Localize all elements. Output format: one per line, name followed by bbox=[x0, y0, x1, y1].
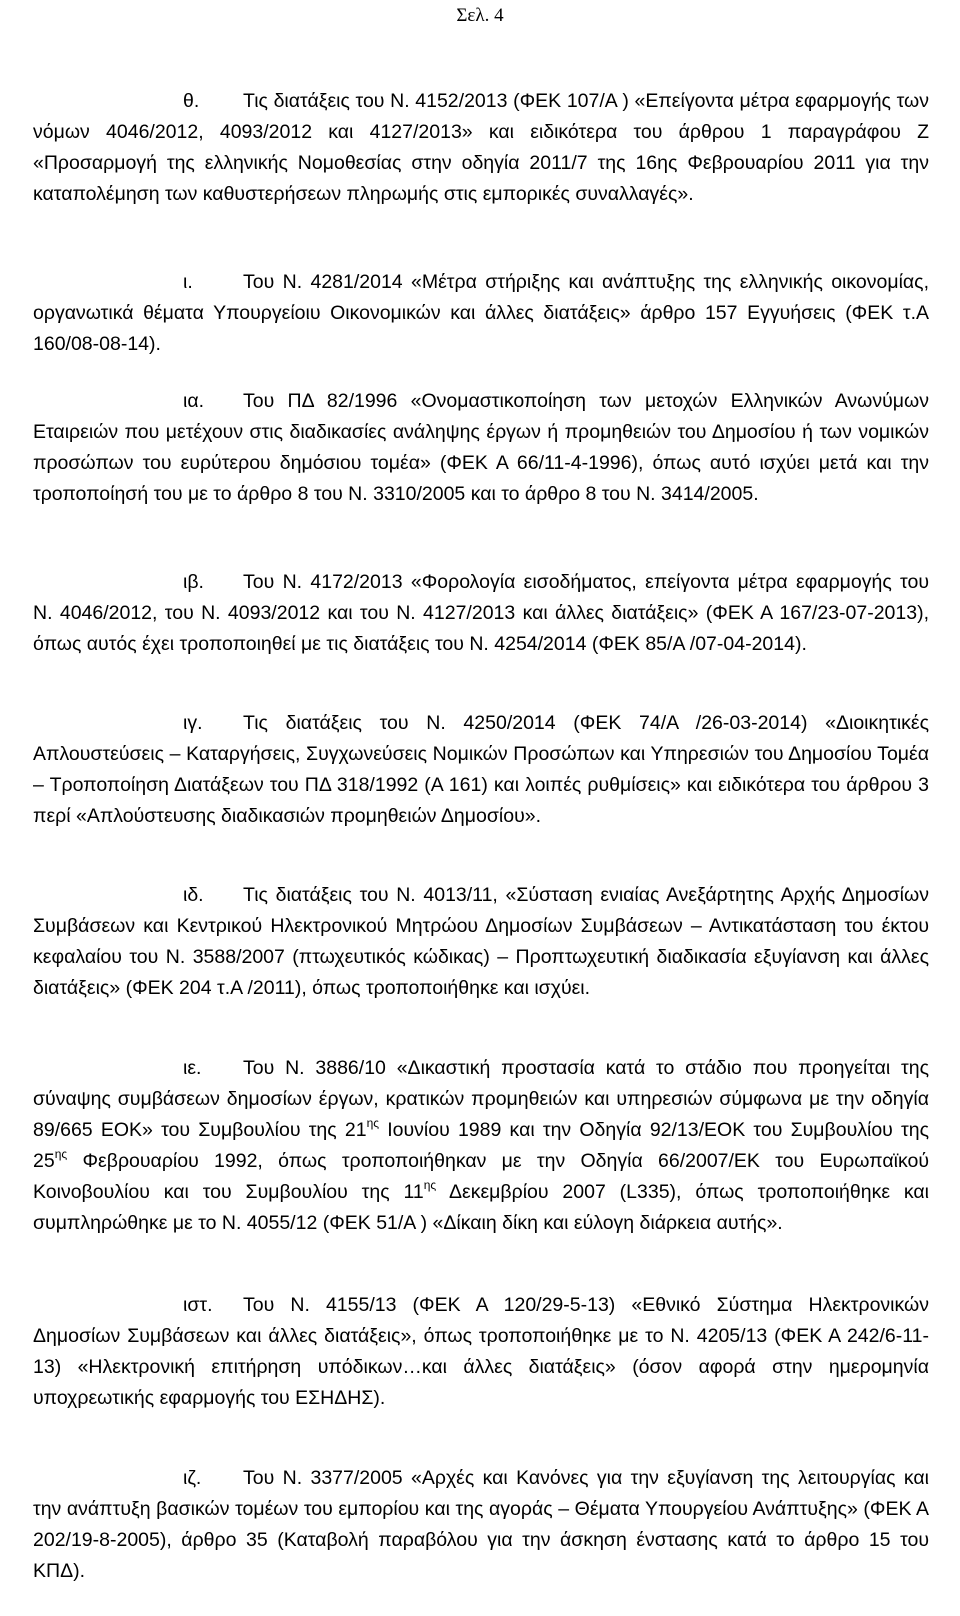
page-number: Σελ. 4 bbox=[456, 5, 504, 26]
clause-iota-stigma bbox=[33, 1290, 929, 1414]
clause-text: Ιουνίου 1989 και την Οδηγία 92/13/ΕΟΚ του Συμβουλίου της 25 bbox=[33, 1119, 929, 1173]
clause-text: Του Ν. 4281/2014 «Μέτρα στήριξης και ανάπτυξης της ελληνικής οικονομίας, οργανωτικά θέματα Υπουργείοιυ Οικονομικών και άλλες διατάξεις» άρθρο 157 Εγγυήσεις (ΦΕΚ τ.Α 160/08-08-14). bbox=[33, 271, 929, 356]
clause-text: Του ΠΔ 82/1996 «Ονομαστικοποίηση των μετοχών Ελληνικών Ανωνύμων Εταιρειών που μετέχουν στις διαδικασίες ανάληψης έργων ή προμηθειών του Δημοσίου ή των νομικών προσώπων του ευρύτερου δημόσιου τομέα» (ΦΕΚ Α 66/11-4-1996), όπως αυτό ισχύει μετά και την τροποποίησή του με το άρθρο 8 του Ν. 3310/2005 και το άρθρο 8 του Ν. 3414/2005. bbox=[33, 390, 929, 506]
clause-number: θ. bbox=[183, 90, 200, 112]
clause-iota-gamma bbox=[33, 708, 929, 832]
clause-number: ιζ. bbox=[183, 1467, 202, 1489]
clause-text: Δεκεμβρίου 2007 (L335), όπως τροποποιήθηκε και συμπληρώθηκε με το Ν. 4055/12 (ΦΕΚ 51/Α ) «Δίκαιη δίκη και εύλογη διάρκεια αυτής». bbox=[33, 1181, 929, 1235]
clause-number: ι. bbox=[183, 271, 193, 293]
clause-number: ιγ. bbox=[183, 712, 203, 734]
clause-text: Του Ν. 4155/13 (ΦΕΚ Α 120/29-5-13) «Εθνικό Σύστημα Ηλεκτρονικών Δημοσίων Συμβάσεων και άλλες διατάξεις», όπως τροποποιήθηκε με το Ν. 4205/13 (ΦΕΚ Α 242/6-11-13) «Ηλεκτρονική επιτήρηση υπόδικων…και άλλες διατάξεις» (όσον αφορά στην ημερομηνία υποχρεωτικής εφαρμογής του ΕΣΗΔΗΣ). bbox=[33, 1294, 929, 1410]
clause-text: Τις διατάξεις του Ν. 4152/2013 (ΦΕΚ 107/Α ) «Επείγοντα μέτρα εφαρμογής των νόμων 4046/2012, 4093/2012 και 4127/2013» και ειδικότερα του άρθρου 1 παραγράφου Ζ «Προσαρμογή της ελληνικής Νομοθεσίας στην οδηγία 2011/7 της 16ης Φεβρουαρίου 2011 για την καταπολέμηση των καθυστερήσεων πληρωμής στις εμπορικές συναλλαγές». bbox=[33, 90, 929, 206]
clause-number: ιε. bbox=[183, 1057, 202, 1079]
clause-iota-zeta bbox=[33, 1463, 929, 1587]
clause-iota bbox=[33, 267, 929, 360]
clause-number: ιβ. bbox=[183, 571, 204, 593]
clause-number: ιδ. bbox=[183, 884, 204, 906]
clause-iota-beta bbox=[33, 567, 929, 660]
clause-text: Του Ν. 3377/2005 «Αρχές και Κανόνες για την εξυγίανση της λειτουργίας και την ανάπτυξη βασικών τομέων του εμπορίου και της αγοράς – Θέματα Υπουργείου Ανάπτυξης» (ΦΕΚ Α 202/19-8-2005), άρθρο 35 (Καταβολή παραβόλου για την άσκηση ένστασης κατά το άρθρο 15 του ΚΠΔ). bbox=[33, 1467, 929, 1583]
clause-text: Τις διατάξεις του Ν. 4250/2014 (ΦΕΚ 74/Α /26-03-2014) «Διοικητικές Απλουστεύσεις – Καταργήσεις, Συγχωνεύσεις Νομικών Προσώπων και Υπηρεσιών του Δημοσίου Τομέα – Τροποποίηση Διατάξεων του ΠΔ 318/1992 (Α 161) και λοιπές ρυθμίσεις» και ειδικότερα του άρθρου 3 περί «Απλούστευσης διαδικασιών προμηθειών Δημοσίου». bbox=[33, 712, 929, 828]
clause-number: ια. bbox=[183, 390, 205, 412]
clause-iota-alpha bbox=[33, 386, 929, 510]
clause-theta bbox=[33, 86, 929, 210]
ordinal-suffix: ης bbox=[423, 1178, 437, 1193]
ordinal-suffix: ης bbox=[54, 1147, 68, 1162]
clause-number: ιστ. bbox=[183, 1294, 213, 1316]
clause-iota-epsilon bbox=[33, 1053, 929, 1240]
ordinal-suffix: ης bbox=[366, 1116, 380, 1131]
clause-text: Του Ν. 3886/10 «Δικαστική προστασία κατά το στάδιο που προηγείται της σύναψης συμβάσεων δημοσίων έργων, κρατικών προμηθειών και υπηρεσιών σύμφωνα με την οδηγία 89/665 ΕΟΚ» του Συμβουλίου της 21 bbox=[33, 1057, 929, 1142]
clause-text: Φεβρουαρίου 1992, όπως τροποποιήθηκαν με την Οδηγία 66/2007/ΕΚ του Ευρωπαϊκού Κοινοβουλίου και του Συμβουλίου της 11 bbox=[33, 1150, 929, 1204]
clause-text: Του Ν. 4172/2013 «Φορολογία εισοδήματος, επείγοντα μέτρα εφαρμογής του Ν. 4046/2012, του Ν. 4093/2012 και του Ν. 4127/2013 και άλλες διατάξεις» (ΦΕΚ Α 167/23-07-2013), όπως αυτός έχει τροποποιηθεί με τις διατάξεις του Ν. 4254/2014 (ΦΕΚ 85/Α /07-04-2014). bbox=[33, 571, 929, 656]
clause-iota-delta bbox=[33, 880, 929, 1004]
clause-text: Τις διατάξεις του Ν. 4013/11, «Σύσταση ενιαίας Ανεξάρτητης Αρχής Δημοσίων Συμβάσεων και Κεντρικού Ηλεκτρονικού Μητρώου Δημοσίων Συμβάσεων – Αντικατάσταση του έκτου κεφαλαίου του Ν. 3588/2007 (πτωχευτικός κώδικας) – Προπτωχευτική διαδικασία εξυγίανση και άλλες διατάξεις» (ΦΕΚ 204 τ.Α /2011), όπως τροποποιήθηκε και ισχύει. bbox=[33, 884, 929, 1000]
